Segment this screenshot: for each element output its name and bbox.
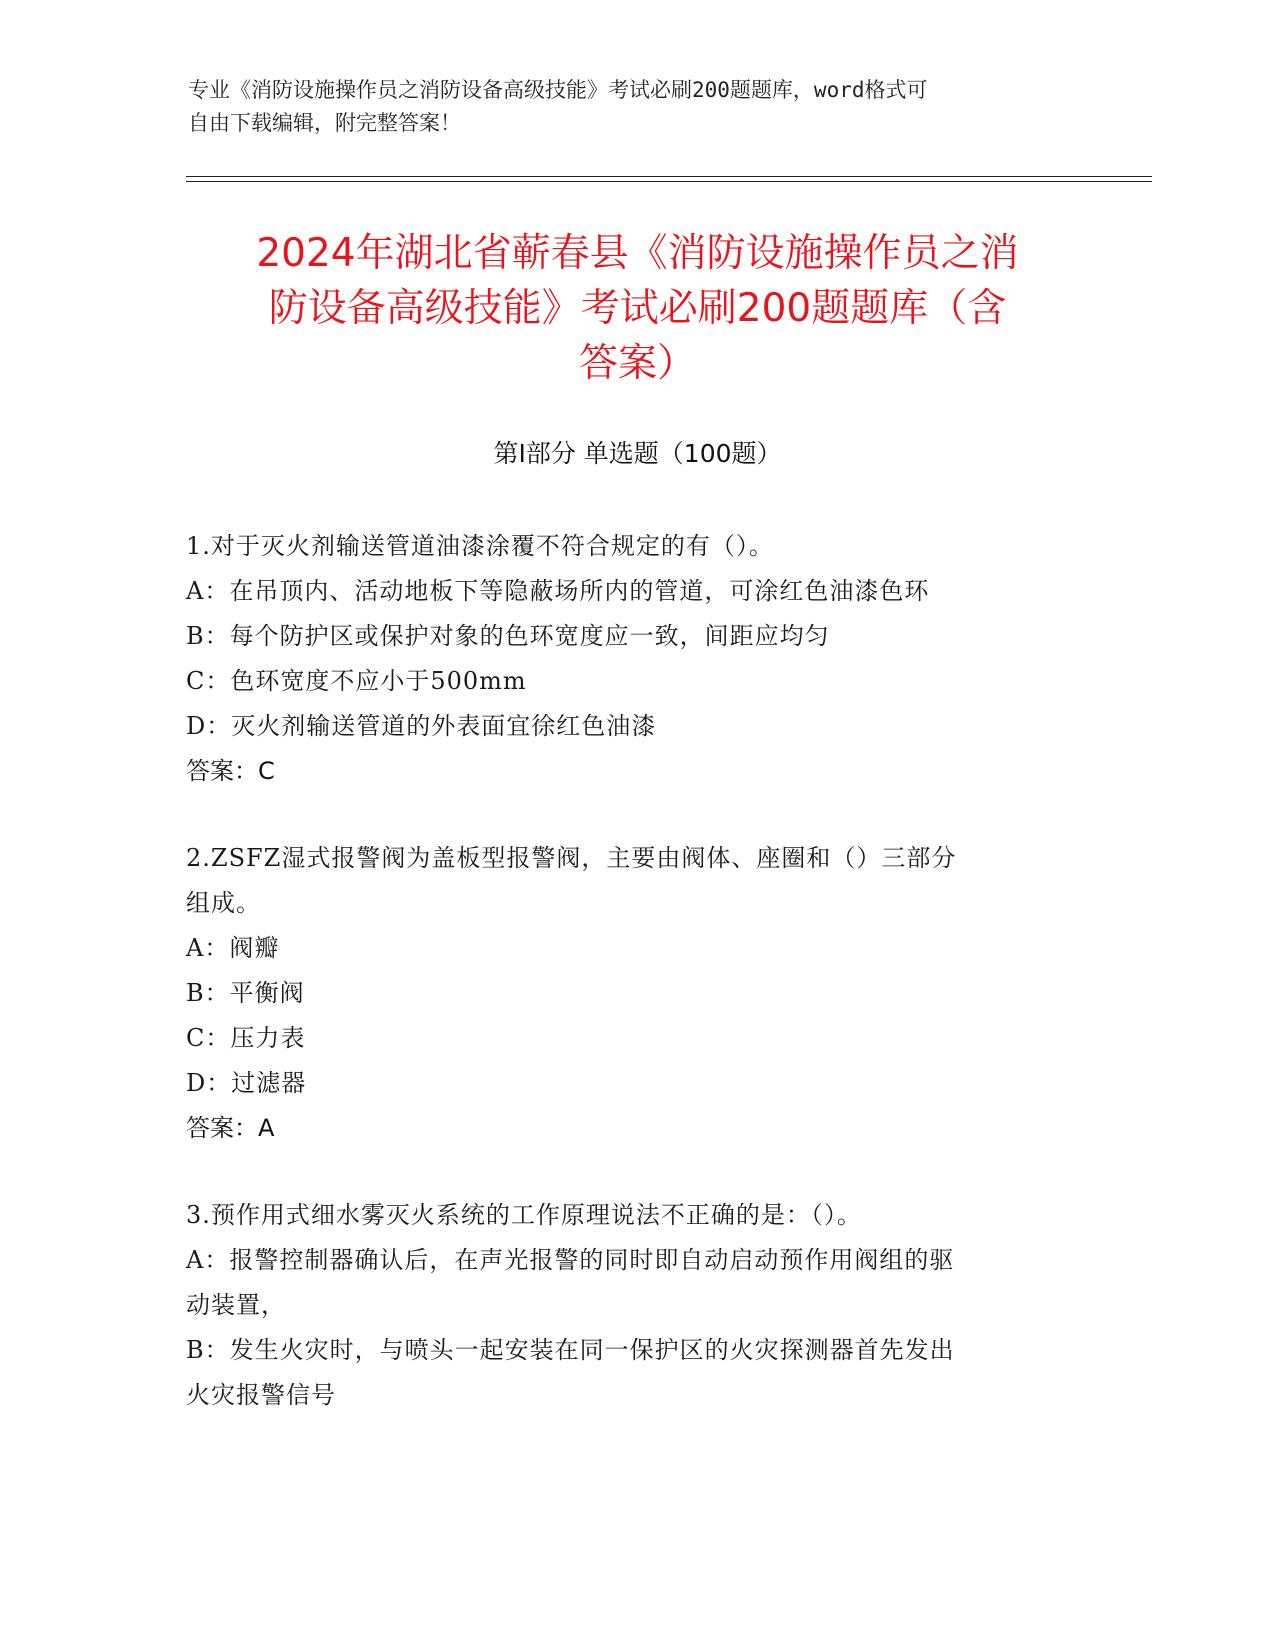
header-divider — [186, 181, 1152, 182]
option-d: D：灭火剂输送管道的外表面宜徐红色油漆 — [186, 712, 657, 740]
option-c: C：色环宽度不应小于500mm — [186, 667, 527, 695]
title-line: 防设备高级技能》考试必刷200题题库（含 — [268, 286, 1007, 331]
option-b: 火灾报警信号 — [186, 1381, 336, 1409]
header-note-line: 专业《消防设施操作员之消防设备高级技能》考试必刷200题题库，word格式可 — [188, 78, 928, 102]
option-d: D：过滤器 — [186, 1069, 307, 1097]
option-a: 动装置， — [186, 1291, 286, 1319]
option-a: A：在吊顶内、活动地板下等隐蔽场所内的管道，可涂红色油漆色环 — [186, 577, 930, 605]
option-b: B：每个防护区或保护对象的色环宽度应一致，间距应均匀 — [186, 622, 830, 650]
question-stem: 2.ZSFZ湿式报警阀为盖板型报警阀，主要由阀体、座圈和（）三部分 — [186, 844, 957, 872]
answer-line: 答案：C — [186, 757, 275, 785]
question-list — [186, 524, 1066, 1460]
option-a: A：报警控制器确认后，在声光报警的同时即自动启动预作用阀组的驱 — [186, 1246, 955, 1274]
question-item — [186, 836, 1066, 1151]
option-b: B：平衡阀 — [186, 979, 305, 1007]
header-divider — [186, 176, 1152, 177]
page-title — [150, 226, 1125, 391]
header-note-line: 自由下载编辑，附完整答案！ — [188, 111, 461, 135]
question-stem: 组成。 — [186, 889, 261, 917]
question-item — [186, 1193, 1066, 1418]
header-note — [188, 74, 1068, 140]
section-heading: 第Ⅰ部分 单选题（100题） — [493, 439, 782, 468]
option-a: A：阀瓣 — [186, 934, 280, 962]
answer-line: 答案：A — [186, 1114, 275, 1142]
title-line: 2024年湖北省蕲春县《消防设施操作员之消 — [256, 231, 1019, 276]
question-stem: 1.对于灭火剂输送管道油漆涂覆不符合规定的有（）。 — [186, 532, 774, 560]
option-c: C：压力表 — [186, 1024, 306, 1052]
question-stem: 3.预作用式细水雾灭火系统的工作原理说法不正确的是：（）。 — [186, 1201, 862, 1229]
title-line: 答案） — [578, 341, 696, 386]
option-b: B：发生火灾时，与喷头一起安装在同一保护区的火灾探测器首先发出 — [186, 1336, 955, 1364]
question-item — [186, 524, 1066, 794]
